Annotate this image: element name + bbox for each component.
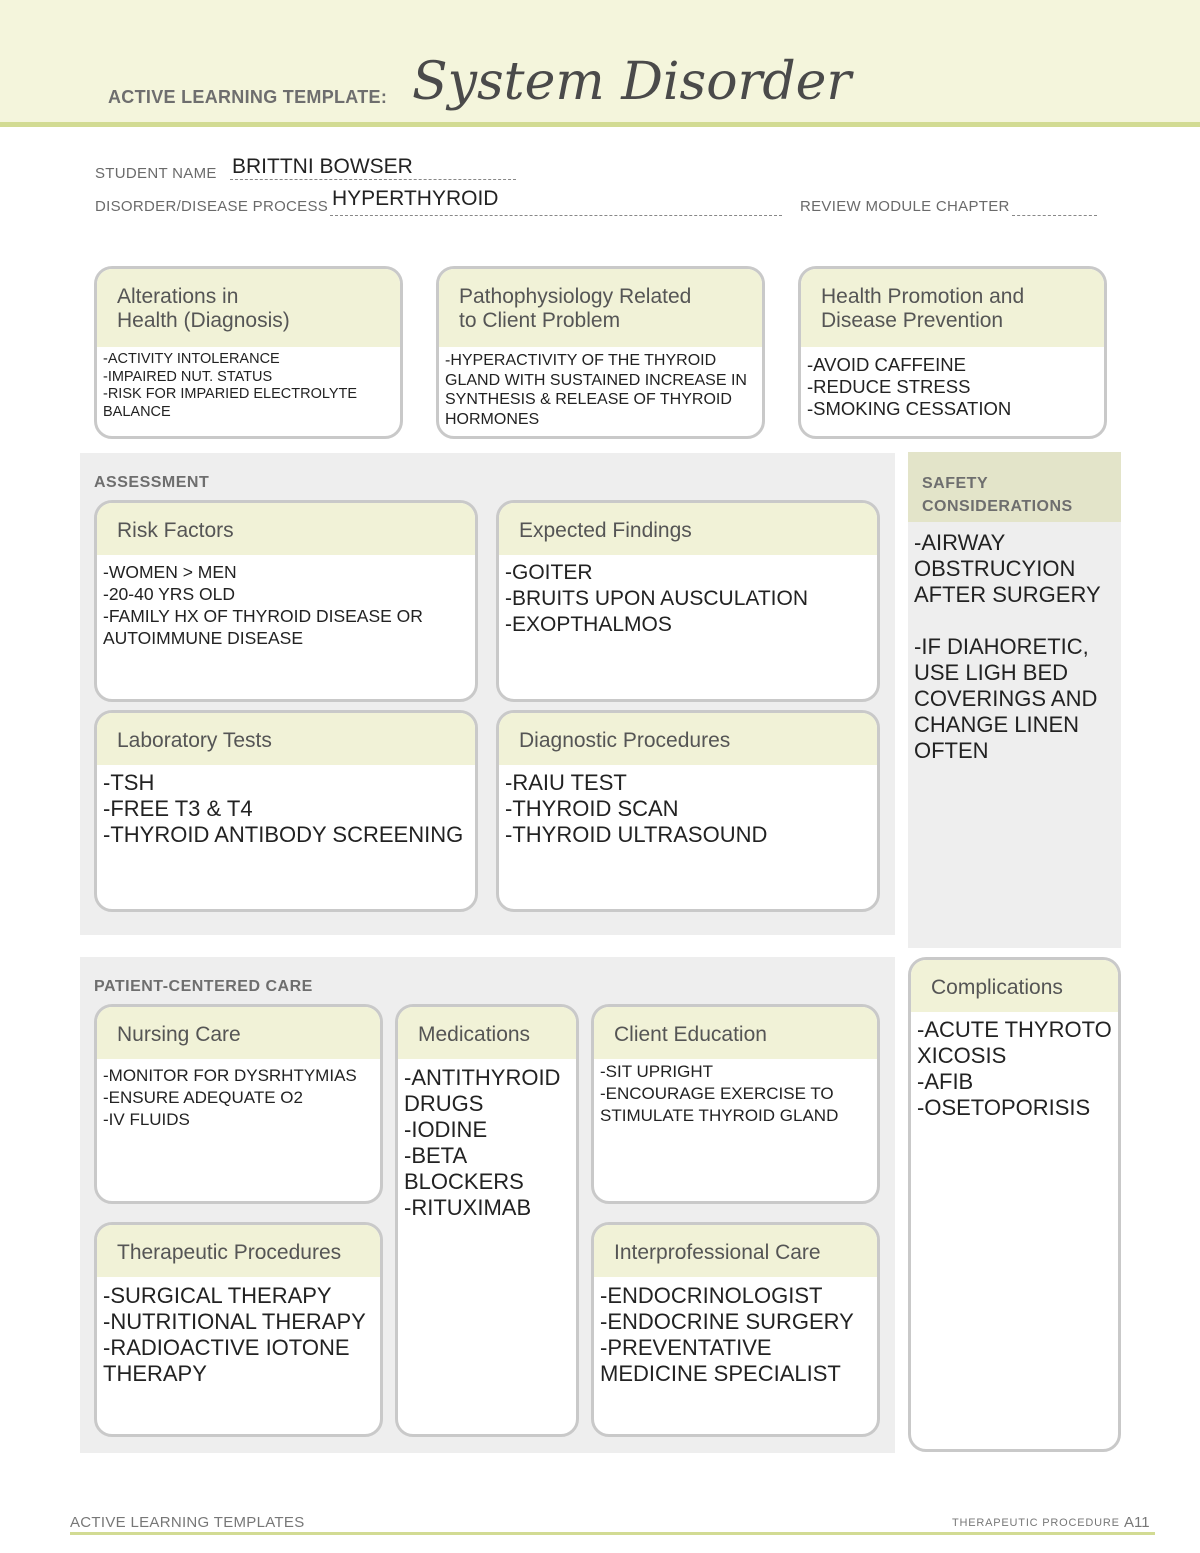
complications-box (908, 957, 1121, 1452)
interprofessional-care-text[interactable]: -ENDOCRINOLOGIST -ENDOCRINE SURGERY -PREVENTATIVE MEDICINE SPECIALIST (600, 1283, 854, 1386)
review-module-line (1012, 196, 1097, 216)
student-name-label: STUDENT NAME (95, 165, 217, 182)
footer-divider (70, 1532, 1155, 1535)
nursing-care-text[interactable]: -MONITOR FOR DYSRHTYMIAS -ENSURE ADEQUATE O2 -IV FLUIDS (103, 1066, 357, 1129)
header-divider (0, 122, 1200, 127)
safety-title: SAFETY CONSIDERATIONS (922, 475, 1073, 515)
disorder-field[interactable]: HYPERTHYROID (332, 187, 499, 210)
patient-care-title: PATIENT-CENTERED CARE (94, 978, 313, 995)
footer-title: ACTIVE LEARNING TEMPLATES (70, 1514, 305, 1531)
template-label: ACTIVE LEARNING TEMPLATE: (108, 87, 388, 107)
template-title: System Disorder (412, 52, 852, 112)
medications-box (395, 1004, 579, 1437)
laboratory-tests-text[interactable]: -TSH -FREE T3 & T4 -THYROID ANTIBODY SCREENING (103, 770, 464, 847)
safety-considerations-panel (908, 452, 1121, 948)
laboratory-tests-title: Laboratory Tests (97, 713, 475, 765)
risk-factors-box (94, 500, 478, 702)
diagnostic-procedures-title: Diagnostic Procedures (499, 713, 877, 765)
risk-factors-title: Risk Factors (97, 503, 475, 555)
expected-findings-title: Expected Findings (499, 503, 877, 555)
page-number: A11 (1124, 1514, 1150, 1531)
medications-text[interactable]: -ANTITHYROID DRUGS -IODINE -BETA BLOCKERS -RITUXIMAB (404, 1065, 561, 1220)
disorder-label: DISORDER/DISEASE PROCESS (95, 198, 329, 215)
pathophysiology-box (436, 266, 765, 439)
therapeutic-procedures-text[interactable]: -SURGICAL THERAPY -NUTRITIONAL THERAPY -RADIOACTIVE IOTONE THERAPY (103, 1283, 366, 1386)
interprofessional-care-title: Interprofessional Care (594, 1225, 877, 1277)
risk-factors-text[interactable]: -WOMEN > MEN -20-40 YRS OLD -FAMILY HX OF THYROID DISEASE OR AUTOIMMUNE DISEASE (103, 562, 423, 648)
health-promotion-text[interactable]: -AVOID CAFFEINE -REDUCE STRESS -SMOKING CESSATION (807, 354, 1012, 419)
student-name-field[interactable]: BRITTNI BOWSER (232, 155, 413, 178)
alterations-box (94, 266, 403, 439)
alterations-text[interactable]: -ACTIVITY INTOLERANCE -IMPAIRED NUT. STATUS -RISK FOR IMPARIED ELECTROLYTE BALANCE (103, 351, 358, 420)
complications-title: Complications (911, 960, 1118, 1012)
expected-findings-text[interactable]: -GOITER -BRUITS UPON AUSCULATION -EXOPTHALMOS (505, 561, 808, 636)
assessment-title: ASSESSMENT (94, 474, 210, 491)
client-education-title: Client Education (594, 1007, 877, 1059)
medications-title: Medications (398, 1007, 576, 1059)
therapeutic-procedures-box (94, 1222, 383, 1437)
footer-section: THERAPEUTIC PROCEDURE (952, 1517, 1120, 1529)
diagnostic-procedures-box (496, 710, 880, 912)
nursing-care-box (94, 1004, 383, 1204)
client-education-box (591, 1004, 880, 1204)
laboratory-tests-box (94, 710, 478, 912)
complications-text[interactable]: -ACUTE THYROTOXICOSIS -AFIB -OSETOPORISIS (917, 1017, 1112, 1120)
pathophysiology-title: Pathophysiology Related to Client Problem (439, 269, 762, 347)
health-promotion-title: Health Promotion and Disease Prevention (801, 269, 1104, 347)
client-education-text[interactable]: -SIT UPRIGHT -ENCOURAGE EXERCISE TO STIMULATE THYROID GLAND (600, 1062, 839, 1125)
expected-findings-box (496, 500, 880, 702)
nursing-care-title: Nursing Care (97, 1007, 380, 1059)
alterations-title: Alterations in Health (Diagnosis) (97, 269, 400, 347)
health-promotion-box (798, 266, 1107, 439)
diagnostic-procedures-text[interactable]: -RAIU TEST -THYROID SCAN -THYROID ULTRASOUND (505, 770, 768, 847)
pathophysiology-text[interactable]: -HYPERACTIVITY OF THE THYROID GLAND WITH SUSTAINED INCREASE IN SYNTHESIS & RELEASE OF THYROID HORMONES (445, 352, 747, 428)
review-module-label: REVIEW MODULE CHAPTER (800, 198, 1010, 215)
interprofessional-care-box (591, 1222, 880, 1437)
safety-text[interactable]: -AIRWAY OBSTRUCYION AFTER SURGERY -IF DIAHORETIC, USE LIGH BED COVERINGS AND CHANGE LINEN OFTEN (914, 530, 1101, 763)
therapeutic-procedures-title: Therapeutic Procedures (97, 1225, 380, 1277)
